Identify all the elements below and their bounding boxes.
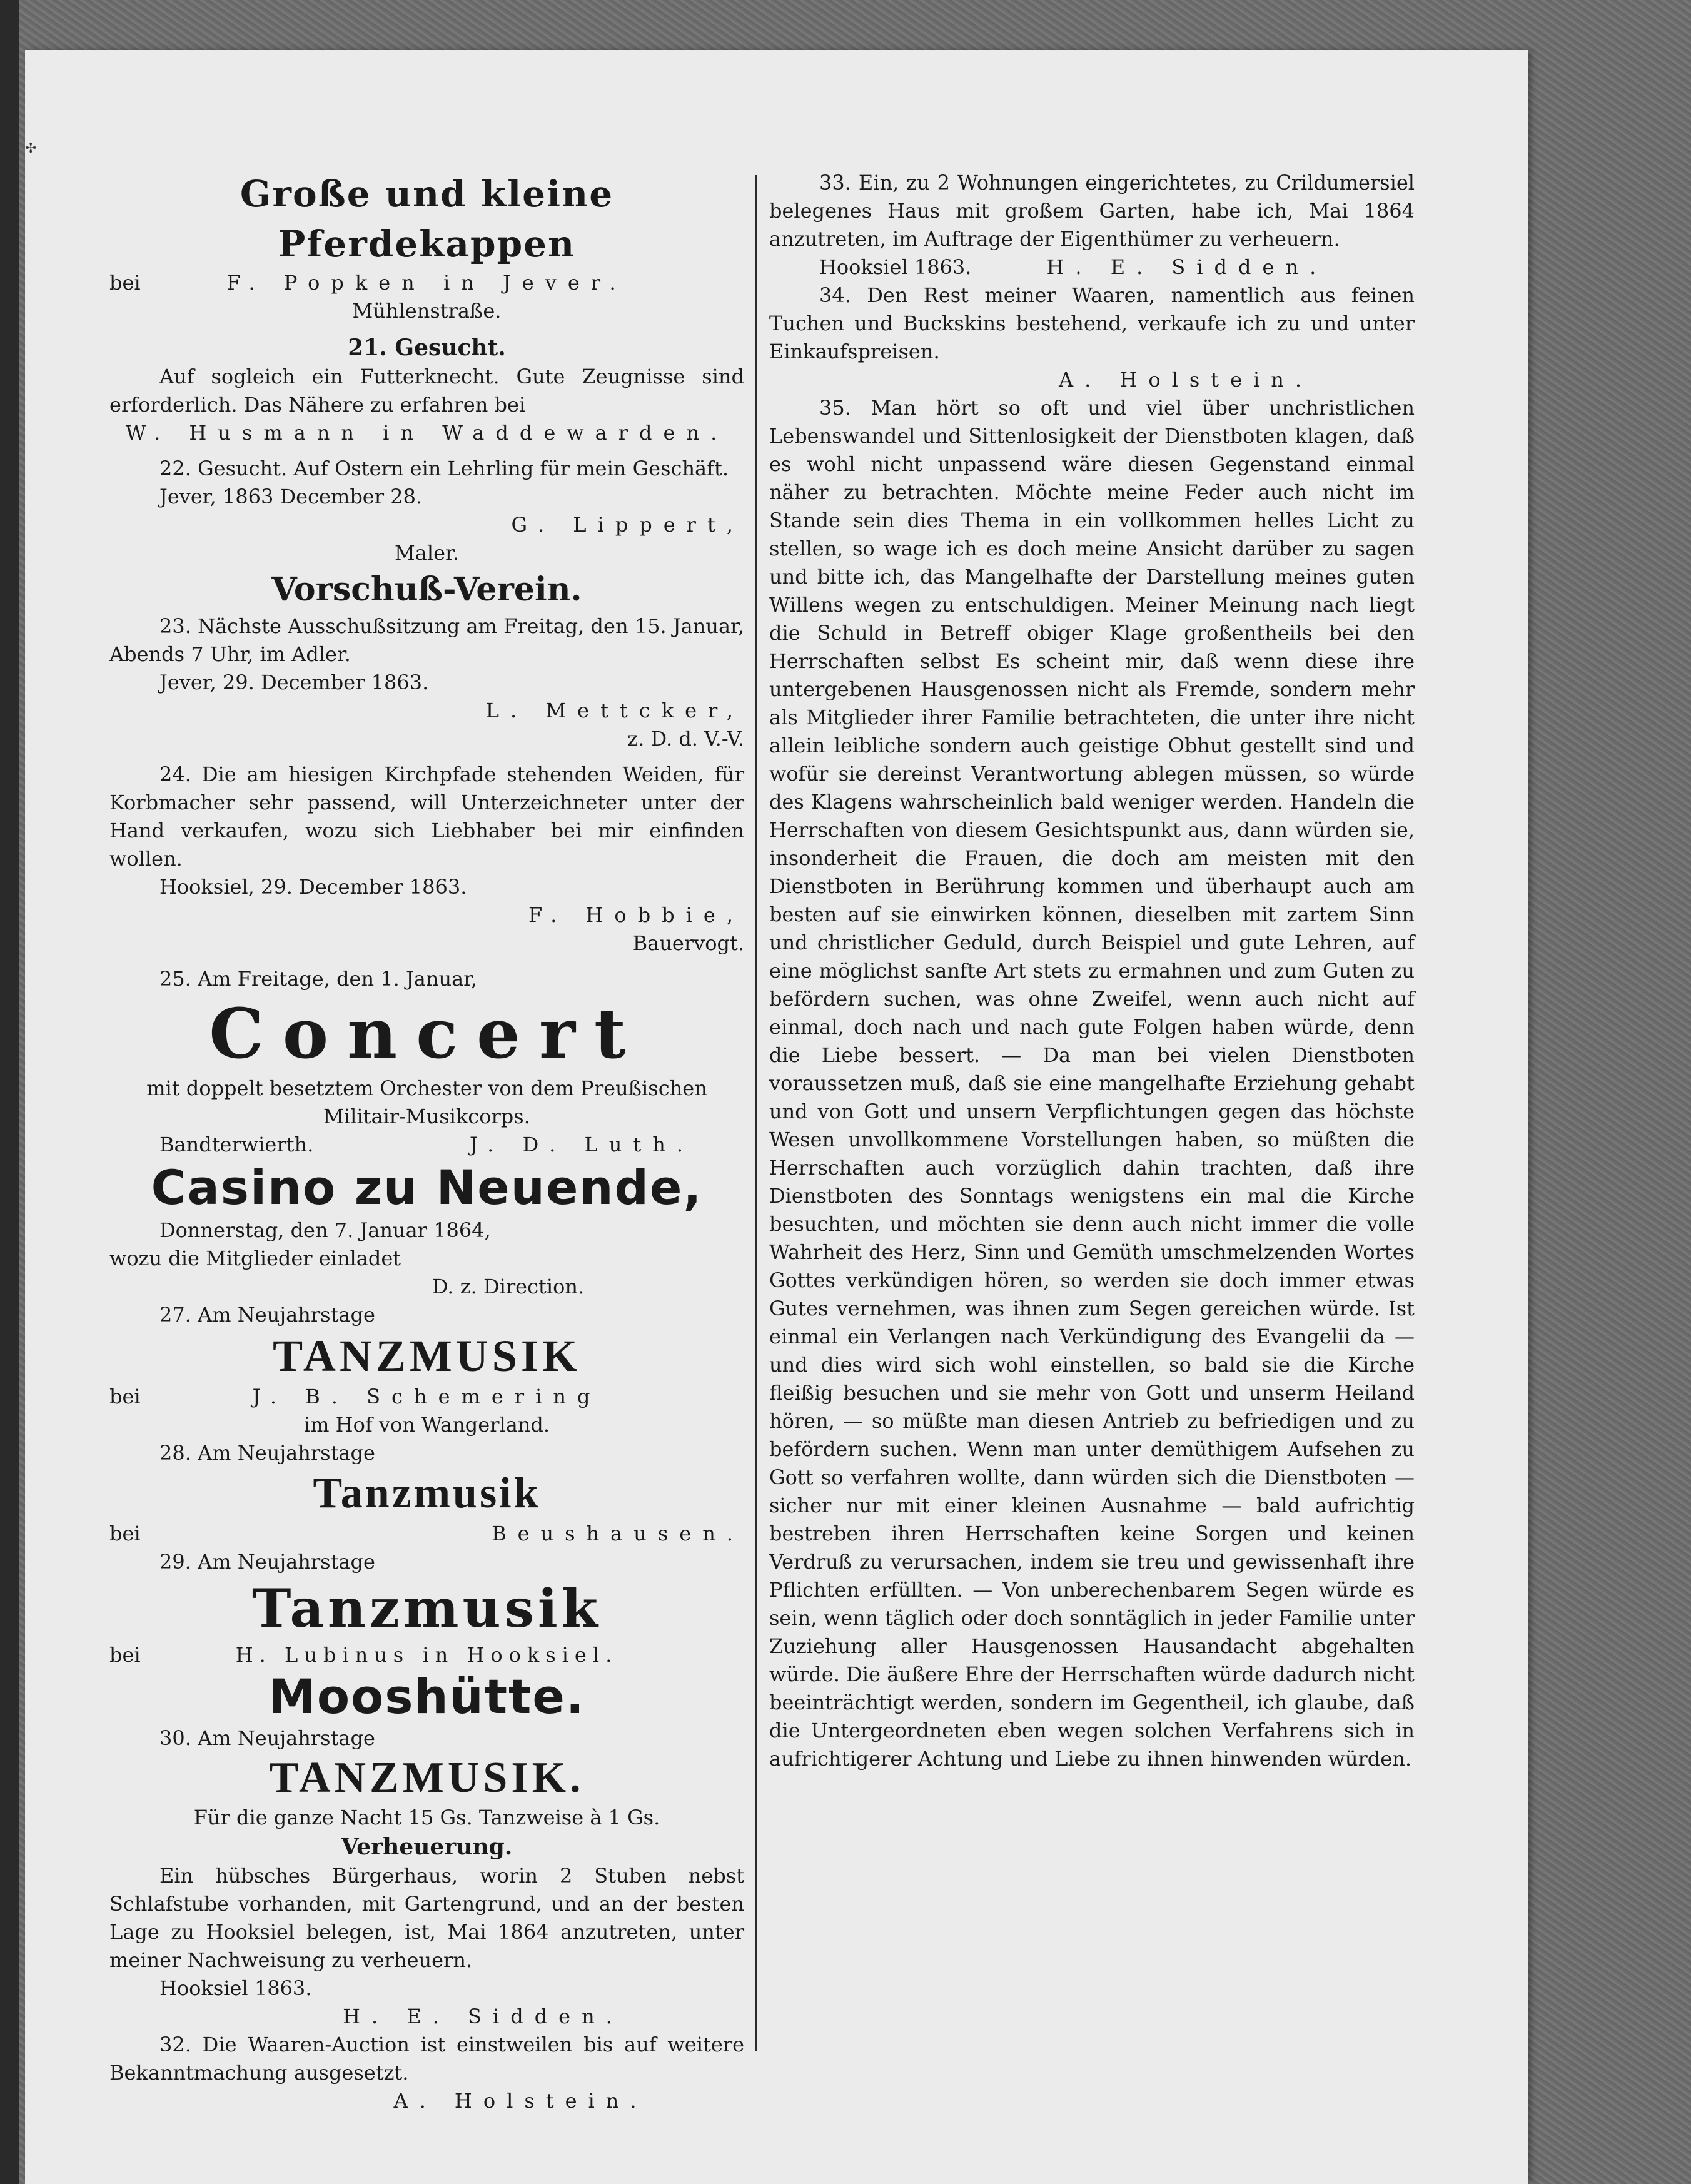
ad-28	[109, 1439, 744, 1548]
ad-intro: 29. Am Neujahrstage	[159, 1550, 375, 1574]
ad-33	[769, 169, 1415, 281]
bei-label: bei	[109, 271, 141, 295]
left-column	[109, 169, 744, 2115]
ad-signature: A. Holstein.	[1058, 368, 1313, 392]
ad-signature-name: G. Lippert,	[511, 513, 744, 537]
ad-intro: 27. Am Neujahrstage	[159, 1303, 375, 1327]
ad-text: Ein hübsches Bürgerhaus, worin 2 Stuben nebst Schlafstube vorhanden, mit Gartengrund, und an der besten Lage zu Hooksiel belegen, ist, Mai 1864 anzutreten, unter meiner Nachweisung zu verheuern.	[109, 1864, 744, 1972]
ad-31	[109, 1832, 744, 2031]
ad-30	[109, 1669, 744, 1832]
bei-label: bei	[109, 1385, 141, 1408]
ad-25	[109, 965, 744, 1159]
ad-title: TANZMUSIK	[273, 1331, 581, 1381]
advertiser-place: im Hof von Wangerland.	[303, 1413, 550, 1437]
ad-line: Donnerstag, den 7. Januar 1864,	[159, 1218, 491, 1242]
ad-title: Tanzmusik	[251, 1577, 602, 1639]
ad-title: Vorschuß-Verein.	[271, 570, 582, 609]
advertiser-name: J. B. Schemering	[252, 1385, 602, 1408]
ad-intro: 28. Am Neujahrstage	[159, 1441, 375, 1465]
ad-date: Jever, 1863 December 28.	[159, 485, 423, 508]
advertiser-name: H. Lubinus in Hooksiel.	[235, 1643, 618, 1667]
ad-date: Jever, 29. December 1863.	[159, 670, 429, 694]
ad-signature: H. E. Sidden.	[1046, 255, 1328, 279]
ad-title-top: Mooshütte.	[268, 1669, 585, 1724]
ad-text: 33. Ein, zu 2 Wohnungen eingerichtetes, zu Crildumersiel belegenes Haus mit großem Garten, habe ich, Mai 1864 anzutreten, im Auftrage der Eigenthümer zu verheuern.	[769, 171, 1415, 251]
ad-heading: 21. Gesucht.	[348, 335, 506, 361]
ad-32	[109, 2031, 744, 2115]
ad-signature: A. Holstein.	[393, 2089, 648, 2113]
ad-signature: H. E. Sidden.	[343, 2005, 623, 2028]
ad-35	[769, 394, 1415, 1773]
ad-text: 32. Die Waaren-Auction ist einstweilen bis auf weitere Bekanntmachung ausgesetzt.	[109, 2033, 744, 2085]
ad-signature-role: Bandterwierth.	[159, 1133, 314, 1156]
ad-text: 34. Den Rest meiner Waaren, namentlich aus feinen Tuchen und Buckskins bestehend, verkaufe ich zu und unter Einkaufspreisen.	[769, 283, 1415, 363]
advertiser-street: Mühlenstraße.	[352, 299, 502, 323]
newspaper-page	[25, 50, 1528, 2184]
column-divider	[755, 175, 757, 2051]
ad-23	[109, 567, 744, 753]
ad-date: Hooksiel 1863.	[159, 1976, 312, 2000]
ad-title: TANZMUSIK.	[269, 1754, 585, 1802]
ad-22	[109, 455, 744, 567]
ad-text: 24. Die am hiesigen Kirchpfade stehenden Weiden, für Korbmacher sehr passend, will Unterzeichneter unter der Hand verkaufen, wozu sich Liebhaber bei mir einfinden wollen.	[109, 762, 744, 871]
ad-signature-role: z. D. d. V.-V.	[627, 727, 744, 751]
ad-signature-name: J. D. Luth.	[469, 1133, 694, 1156]
ad-signature-role: Maler.	[395, 541, 459, 565]
ad-title: Casino zu Neuende,	[151, 1160, 703, 1215]
ad-signature: D. z. Direction.	[432, 1275, 585, 1298]
ad-signature-name: F. Hobbie,	[528, 903, 744, 927]
ad-signature: W. Husmann in Waddewarden.	[125, 421, 729, 445]
bei-label: bei	[109, 1522, 141, 1545]
advertiser-name: F. Popken in Jever.	[226, 271, 627, 295]
ad-line: wozu die Mitglieder einladet	[109, 1246, 401, 1270]
ad-title: Tanzmusik	[313, 1469, 541, 1517]
ad-26	[109, 1159, 744, 1301]
bei-label: bei	[109, 1643, 141, 1667]
ad-intro: 25. Am Freitage, den 1. Januar,	[159, 967, 478, 991]
ad-text: 22. Gesucht. Auf Ostern ein Lehrling für mein Geschäft.	[159, 457, 729, 480]
book-spine	[0, 0, 19, 2184]
ad-signature-role: Bauervogt.	[632, 931, 744, 955]
ad-21	[109, 333, 744, 447]
ad-text: Auf sogleich ein Futterknecht. Gute Zeugnisse sind erforderlich. Das Nähere zu erfahren bei	[109, 365, 744, 417]
ad-title: Große und kleine Pferdekappen	[240, 173, 614, 265]
ad-text: mit doppelt besetztem Orchester von dem Preußischen Militair-Musikcorps.	[146, 1076, 707, 1128]
ad-text: 35. Man hört so oft und viel über unchristlichen Lebenswandel und Sittenlosigkeit der Dienstboten klagen, daß es wohl nicht unpassend wäre diesen Gegenstand einmal näher zu betrachten. Möchte meine Feder auch nicht im Stande sein dies Thema in ein vollkommen helles Licht zu stellen, so wage ich es doch meine Ansicht darüber zu sagen und bitte ich, das Mangelhafte der Darstellung meines guten Willens wegen zu entschuldigen. Meiner Meinung nach liegt die Schuld in Betreff obiger Klage großentheils bei den Herrschaften selbst Es scheint mir, daß wenn diese ihre untergebenen Hausgenossen nicht als Fremde, sondern mehr als Mitglieder ihrer Familie betrachteten, die unter ihre nicht allein leibliche sondern auch geistige Obhut gestellt sind und wofür sie dereinst Verantwortung ablegen müssen, so würde des Klagens wahrscheinlich bald weniger werden. Handeln die Herrschaften von diesem Gesichtspunkt aus, dann würden sie, insonderheit die Frauen, die doch am meisten mit den Dienstboten in Berührung kommen und überhaupt auch am besten auf sie einwirken können, dieselben mit zartem Sinn und christlicher Geduld, durch Beispiel und gute Lehren, auf eine möglichst sanfte Art stets zu ermahnen und zum Guten zu befördern suchen, was ohne Zweifel, wenn auch nicht auf einmal, doch nach und nach gute Folgen haben würde, denn die Liebe bessert. — Da man bei vielen Dienstboten voraussetzen muß, daß sie eine mangelhafte Erziehung gehabt und von Gott und unsern Verpflichtungen gegen das höchste Wesen unvollkommene Vorstellungen haben, so müßten die Herrschaften auch vorzüglich dahin trachten, daß ihre Dienstboten des Sonntags wenigstens ein mal die Kirche besuchten, und möchten sie denn auch nicht immer die volle Wahrheit des Herz, Sinn und Gemüth umschmelzenden Wortes Gottes verkündigen hören, so werden sie doch immer etwas Gutes vernehmen, was ihnen zum Segen gereichen würde. Ist einmal ein Verlangen nach Verkündigung des Evangelii da — und dies wird sich wohl einstellen, so bald sie die Kirche fleißig besuchen und sie mehr von Gott und unserm Heiland hören, — so müßte man diesen Antrieb zu befriedigen und zu befördern suchen. Wenn man unter demüthigem Aufsehen zu Gott so verfahren wollte, dann würden sich die Dienstboten — sicher nur mit einer kleinen Ausnahme — bald aufrichtig bestreben ihren Herrschaften keine Sorgen und keinen Verdruß zu verursachen, indem sie treu und gewissenhaft ihre Pflichten erfüllten. — Von unberechenbarem Segen würde es sein, wenn täglich oder doch sonntäglich in jeder Familie unter Zuziehung aller Hausgenossen Hausandacht abgehalten würde. Die äußere Ehre der Herrschaften würde dadurch nicht beeinträchtigt werden, sondern im Gegentheil, ich glaube, daß die Untergeordneten eben wegen solchen Verfahrens sich in aufrichtigerer Achtung und Liebe zu ihnen hinwenden würden.	[769, 396, 1415, 1771]
ad-title: Verheuerung.	[341, 1834, 513, 1860]
ad-29	[109, 1548, 744, 1669]
page-edge-mark: ✢	[25, 141, 37, 156]
ad-signature-name: L. Mettcker,	[485, 699, 744, 722]
ad-27	[109, 1301, 744, 1439]
ad-intro: 30. Am Neujahrstage	[159, 1726, 375, 1750]
ad-text: Für die ganze Nacht 15 Gs. Tanzweise à 1 Gs.	[193, 1806, 660, 1829]
ad-text: 23. Nächste Ausschußsitzung am Freitag, den 15. Januar, Abends 7 Uhr, im Adler.	[109, 614, 744, 666]
advertiser-name: Beushausen.	[492, 1522, 744, 1545]
ad-title: Concert	[209, 993, 645, 1074]
ad-24	[109, 761, 744, 958]
ad-34	[769, 281, 1415, 394]
ad-date: Hooksiel 1863.	[819, 255, 972, 279]
ad-pferdekappen	[109, 169, 744, 325]
ad-date: Hooksiel, 29. December 1863.	[159, 875, 467, 899]
right-column	[769, 169, 1415, 1773]
